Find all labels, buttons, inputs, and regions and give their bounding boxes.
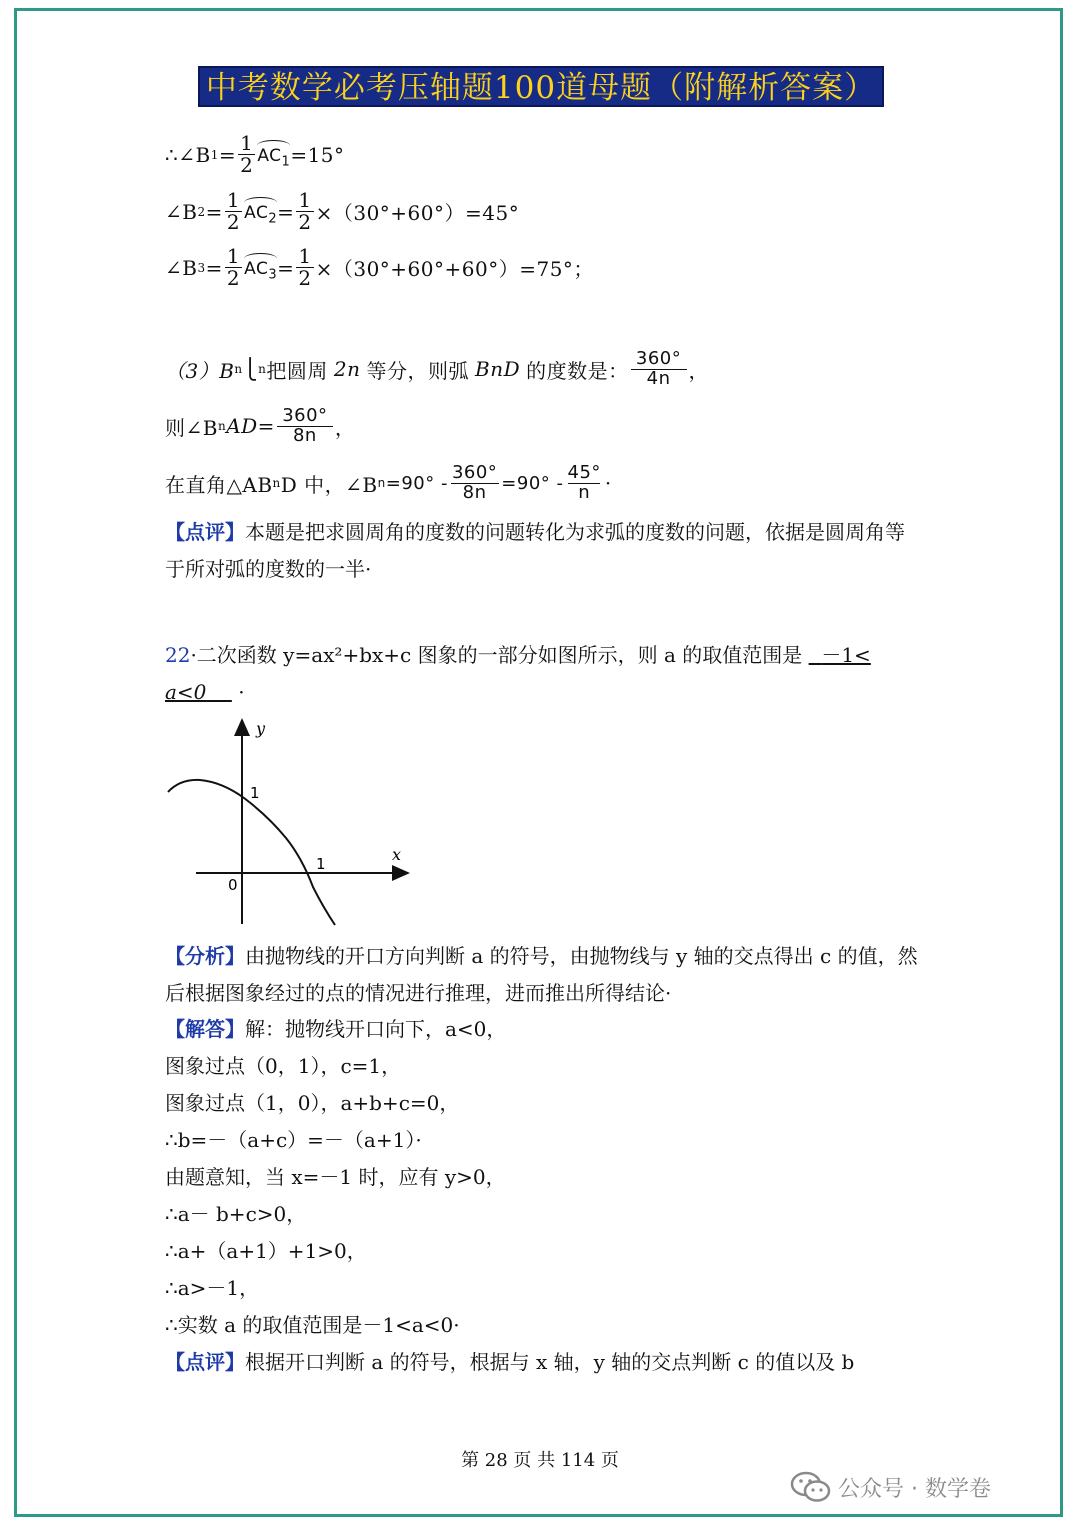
question-number: 22 [165,643,191,667]
b2-eq: = [205,199,223,224]
b3-half [225,246,242,289]
p3-l3-num2: 45° [567,462,601,483]
p3-l2-frac [277,407,333,446]
comment-2-tag: 【点评】 [165,1350,245,1374]
p3-l1-g: 的度数是： [526,358,629,383]
b2-rest: ×（30°+60°）=45° [315,201,520,225]
parabola-graph [160,712,420,932]
p3-l1-c: 把圆周 [266,358,328,383]
question-answer [809,643,871,667]
b2-arc [244,197,277,226]
solution-line: 图象过点（0，1），c=1， [165,1054,402,1078]
b1-prefix: ∴∠B [165,142,211,167]
b1-half [238,133,255,176]
b2-half [225,190,242,233]
b3-rest: ×（30°+60°+60°）=75°； [315,257,594,281]
b2-den: 2 [226,210,241,234]
angle-b2-line [165,190,519,233]
p3-l2-sub: n [217,419,227,434]
b2-half-2 [296,190,313,233]
p3-l3-num: 360° [451,462,498,483]
x-axis-label: x [392,845,402,864]
p3-l1-f: BnD [475,357,521,382]
b2-sub: 2 [197,204,206,219]
p3-l2-a: 则∠B [165,415,218,440]
comment-1-text: 本题是把求圆周角的度数的问题转化为求弧的度数的问题，依据是圆周角等于所对弧的度数的一半· [165,520,905,581]
p3-l1-e: 等分，则弧 [366,358,469,383]
p3-l1-sub2: n [258,362,267,377]
p3-l1-frac [631,350,687,389]
p3-l2-b: AD= [226,414,275,439]
p3-l2-end: ， [334,415,356,440]
b3-eq: = [205,255,223,280]
b3-sub: 3 [197,260,206,275]
p3-l3-frac-2 [566,464,603,503]
part3-line-3 [165,464,612,503]
b3-num: 1 [226,244,241,268]
b3-arc-sub: 3 [268,267,278,283]
p3-l3-a: 在直角△AB [165,472,273,497]
solution-line: ∴a>－1， [165,1276,260,1300]
b3-den: 2 [226,266,241,290]
angle-b1-line [165,133,345,176]
b2-eq2: = [277,199,295,224]
p3-l3-d: =90° - [501,472,564,494]
b1-arc [257,140,290,169]
y-axis-label: y [256,719,266,738]
part3-line-1 [165,350,709,389]
answer-part-b: a<0 [165,680,207,704]
answer-part-a: －1< [821,643,871,667]
part3-line-2 [165,407,355,446]
p3-l1-sub: n [234,362,243,377]
p3-l3-sub2: n [377,476,386,491]
b1-arc-text: AC [257,145,282,166]
p3-l2-num: 360° [282,405,328,426]
b2-den2: 2 [298,210,312,234]
solution-line: ∴b=－（a+c）=－（a+1）· [165,1128,422,1152]
p3-l1-end: ， [688,358,709,383]
solution-line: ∴a－ b+c>0， [165,1202,307,1226]
p3-l3-den2: n [568,483,600,503]
b3-prefix: ∠B [165,255,198,280]
p3-l1-num: 360° [635,348,682,369]
p3-l2-den: 8n [277,426,333,446]
page-banner: 中考数学必考压轴题100道母题（附解析答案） [198,66,884,107]
question-text: ·二次函数 y=ax²+bx+c 图象的一部分如图所示，则 a 的取值范围是 [190,643,803,667]
solution [165,1011,920,1381]
comment-2-text: 根据开口判断 a 的符号，根据与 x 轴，y 轴的交点判断 c 的值以及 b [245,1350,855,1374]
b2-num: 1 [226,188,241,212]
b1-arc-sub: 1 [281,154,291,170]
watermark [790,1470,991,1504]
b3-den2: 2 [298,266,312,290]
p3-l1-den: 4n [631,369,687,389]
b3-half-2 [296,246,313,289]
p3-l3-frac [450,464,499,503]
solution-line: 解：抛物线开口向下，a<0， [245,1017,507,1041]
b2-prefix: ∠B [165,199,198,224]
solution-tag: 【解答】 [165,1017,245,1041]
b1-den: 2 [240,153,254,177]
comment-1-tag: 【点评】 [165,520,245,544]
b3-arc [244,253,277,282]
question-22 [165,637,920,711]
p3-l3-c: =90° - [385,472,448,494]
p3-l3-b: D 中，∠B [280,472,378,497]
b1-num: 1 [240,131,254,155]
solution-line: 图象过点（1，0），a+b+c=0， [165,1091,460,1115]
solution-line: ∴a+（a+1）+1>0， [165,1239,367,1263]
b3-num2: 1 [298,244,312,268]
solution-line: ∴实数 a 的取值范围是－1<a<0· [165,1313,460,1337]
x-tick-label: 1 [316,855,326,873]
analysis-tag: 【分析】 [165,944,245,968]
solution-line: 由题意知，当 x=－1 时，应有 y>0， [165,1165,506,1189]
y-tick-label: 1 [250,784,260,802]
p3-l1-b: ⎩ [242,357,259,382]
question-answer-cont [165,680,232,704]
p3-l1-d: 2n [333,357,361,382]
b3-arc-text: AC [244,258,269,279]
analysis [165,938,920,1012]
b2-arc-text: AC [244,202,269,223]
b2-arc-sub: 2 [268,211,278,227]
analysis-text: 由抛物线的开口方向判断 a 的符号，由抛物线与 y 轴的交点得出 c 的值，然后根据图象经过的点的情况进行推理，进而推出所得结论· [165,944,918,1005]
p3-l3-end: · [604,471,612,496]
b1-rest: =15° [290,142,345,167]
comment-1 [165,514,920,588]
b1-sub: 1 [210,147,219,162]
b3-eq2: = [277,255,295,280]
b1-eq: = [218,142,237,167]
b2-num2: 1 [298,188,312,212]
angle-b3-line [165,246,594,289]
watermark-text: 公众号 · 数学卷 [838,1476,991,1502]
p3-l3-den: 8n [451,483,499,503]
p3-l3-sub: n [272,476,281,491]
question-end: · [238,680,245,704]
p3-l1-a: （3）B [165,358,235,383]
page-footer: 第 28 页 共 114 页 [461,1450,619,1471]
wechat-icon [790,1470,832,1504]
origin-label: 0 [228,876,238,894]
